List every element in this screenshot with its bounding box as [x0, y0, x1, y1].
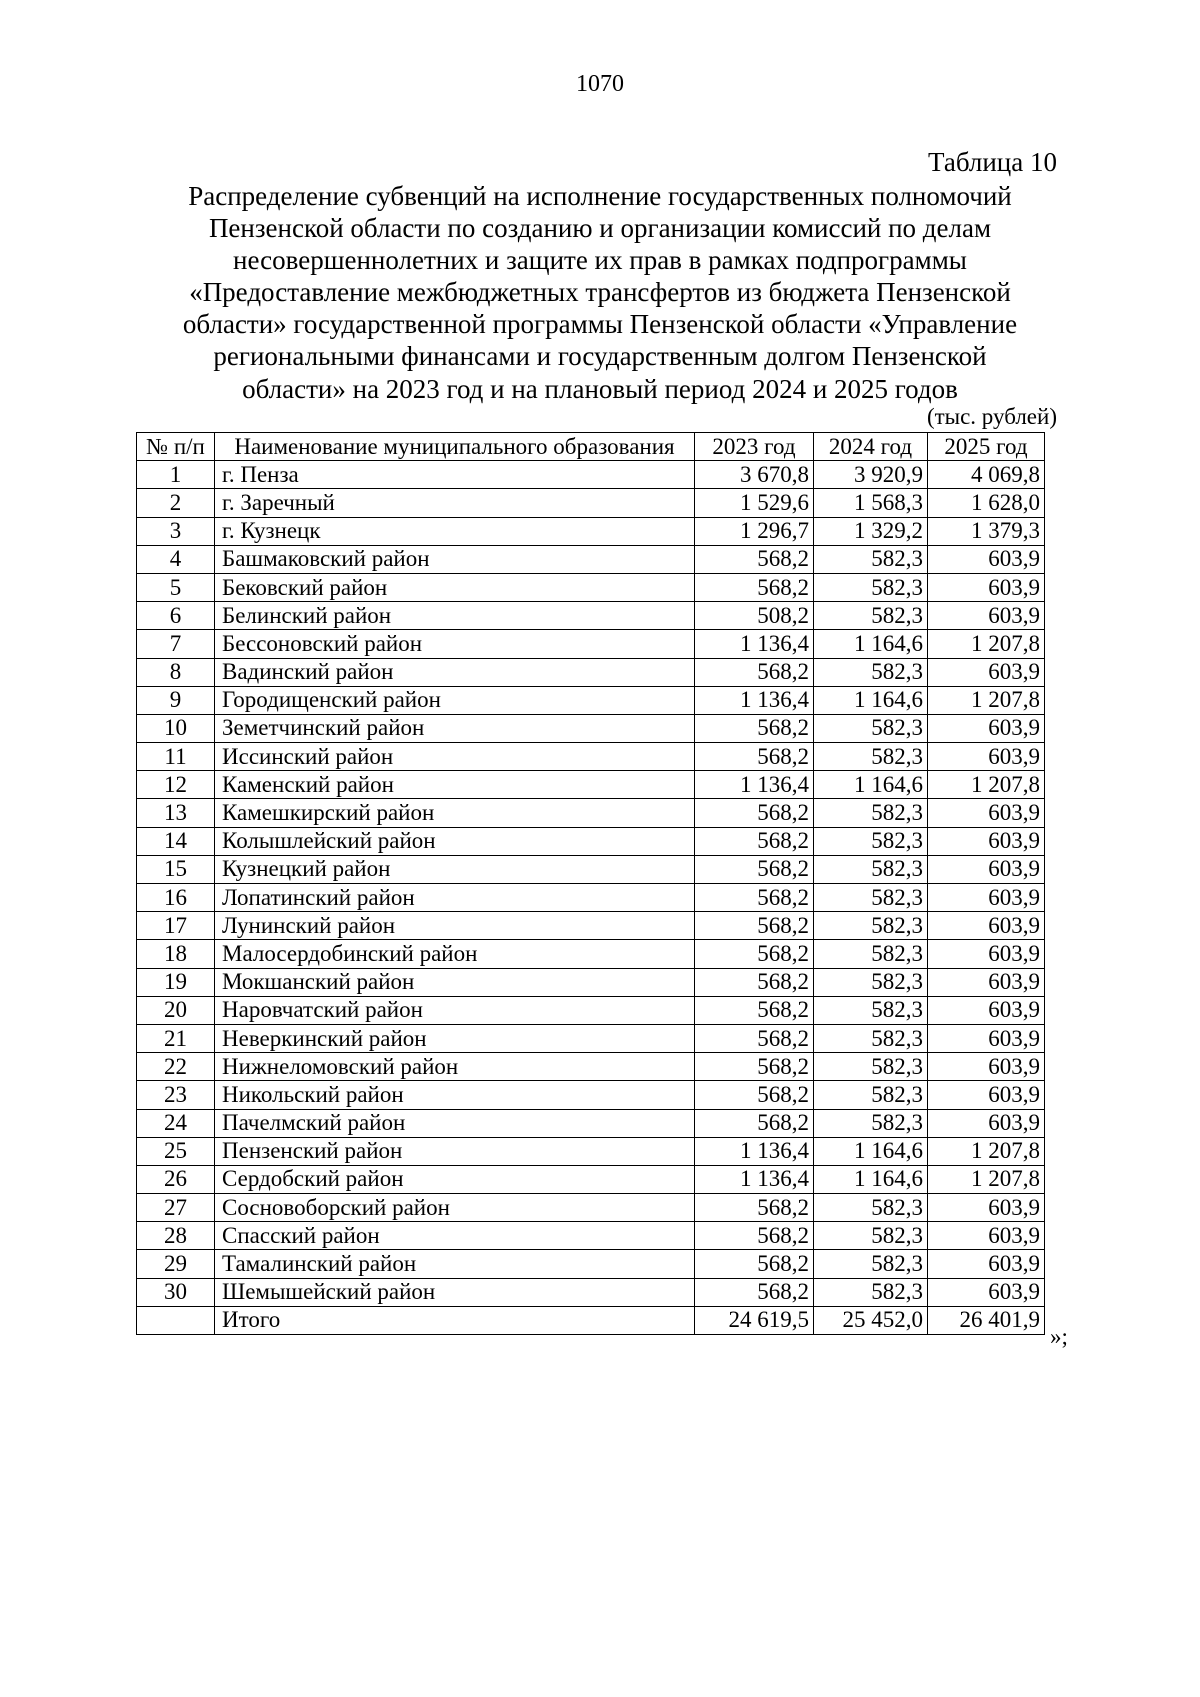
value-2023: 568,2: [695, 573, 814, 601]
municipality-name: Тамалинский район: [215, 1250, 695, 1278]
value-2025: 603,9: [928, 968, 1045, 996]
value-2024: 582,3: [814, 573, 928, 601]
value-2025: 1 207,8: [928, 1137, 1045, 1165]
value-2024: 582,3: [814, 855, 928, 883]
table-row: [137, 461, 1045, 489]
municipality-name: Наровчатский район: [215, 996, 695, 1024]
total-number-cell: [137, 1306, 215, 1334]
table-row: [137, 1024, 1045, 1052]
table-row: [137, 489, 1045, 517]
table-row: [137, 884, 1045, 912]
column-header-2025: 2025 год: [928, 433, 1045, 461]
value-2023: 1 136,4: [695, 771, 814, 799]
value-2025: 1 628,0: [928, 489, 1045, 517]
value-2025: 603,9: [928, 714, 1045, 742]
table-row: [137, 1165, 1045, 1193]
value-2025: 603,9: [928, 1222, 1045, 1250]
value-2025: 603,9: [928, 1024, 1045, 1052]
value-2025: 603,9: [928, 912, 1045, 940]
municipality-name: Бессоновский район: [215, 630, 695, 658]
table-row: [137, 1278, 1045, 1306]
value-2023: 568,2: [695, 1024, 814, 1052]
table-header-row: [137, 433, 1045, 461]
value-2024: 582,3: [814, 827, 928, 855]
value-2024: 582,3: [814, 912, 928, 940]
value-2024: 1 164,6: [814, 771, 928, 799]
value-2023: 1 529,6: [695, 489, 814, 517]
table-row: [137, 1053, 1045, 1081]
municipality-name: Пензенский район: [215, 1137, 695, 1165]
value-2023: 1 136,4: [695, 1137, 814, 1165]
table-row: [137, 912, 1045, 940]
row-number: 10: [137, 714, 215, 742]
value-2025: 603,9: [928, 855, 1045, 883]
municipality-name: Кузнецкий район: [215, 855, 695, 883]
value-2025: 603,9: [928, 1194, 1045, 1222]
value-2024: 582,3: [814, 968, 928, 996]
value-2025: 603,9: [928, 658, 1045, 686]
table-row: [137, 1109, 1045, 1137]
value-2023: 568,2: [695, 1278, 814, 1306]
value-2023: 568,2: [695, 1081, 814, 1109]
row-number: 28: [137, 1222, 215, 1250]
table-row: [137, 996, 1045, 1024]
row-number: 30: [137, 1278, 215, 1306]
row-number: 20: [137, 996, 215, 1024]
table-row: [137, 602, 1045, 630]
table-row: [137, 1194, 1045, 1222]
row-number: 2: [137, 489, 215, 517]
title-line: Распределение субвенций на исполнение государственных полномочий: [188, 181, 1012, 211]
municipality-name: Спасский район: [215, 1222, 695, 1250]
value-2023: 568,2: [695, 1194, 814, 1222]
municipality-name: Малосердобинский район: [215, 940, 695, 968]
table-row: [137, 1222, 1045, 1250]
table-row: [137, 827, 1045, 855]
table-row: [137, 658, 1045, 686]
value-2025: 603,9: [928, 1053, 1045, 1081]
municipality-name: Городищенский район: [215, 686, 695, 714]
title-line: несовершеннолетних и защите их прав в рамках подпрограммы: [233, 245, 967, 276]
table-row: [137, 855, 1045, 883]
value-2025: 1 207,8: [928, 686, 1045, 714]
value-2024: 582,3: [814, 996, 928, 1024]
value-2023: 568,2: [695, 658, 814, 686]
value-2023: 568,2: [695, 1109, 814, 1137]
title-line: области» государственной программы Пензенской области «Управление: [182, 309, 1018, 340]
municipality-name: Каменский район: [215, 771, 695, 799]
column-header-number: № п/п: [137, 433, 215, 461]
municipality-name: Колышлейский район: [215, 827, 695, 855]
title-line: Пензенской области по созданию и организации комиссий по делам: [208, 213, 992, 244]
value-2023: 568,2: [695, 940, 814, 968]
value-2023: 568,2: [695, 1222, 814, 1250]
closing-quote-mark: »;: [1050, 1324, 1068, 1349]
municipality-name: Нижнеломовский район: [215, 1053, 695, 1081]
value-2024: 582,3: [814, 1081, 928, 1109]
value-2025: 603,9: [928, 573, 1045, 601]
value-2023: 568,2: [695, 996, 814, 1024]
value-2024: 582,3: [814, 1250, 928, 1278]
value-2025: 603,9: [928, 1278, 1045, 1306]
table-row: [137, 743, 1045, 771]
value-2024: 582,3: [814, 714, 928, 742]
value-2024: 582,3: [814, 545, 928, 573]
municipality-name: Сосновоборский район: [215, 1194, 695, 1222]
table-row: [137, 1250, 1045, 1278]
value-2024: 582,3: [814, 1194, 928, 1222]
total-2023: 24 619,5: [695, 1306, 814, 1334]
value-2024: 582,3: [814, 1278, 928, 1306]
row-number: 5: [137, 573, 215, 601]
value-2025: 603,9: [928, 602, 1045, 630]
value-2025: 603,9: [928, 743, 1045, 771]
value-2025: 603,9: [928, 996, 1045, 1024]
value-2024: 582,3: [814, 884, 928, 912]
table-footer: [137, 1306, 1045, 1334]
value-2025: 603,9: [928, 1109, 1045, 1137]
table-row: [137, 771, 1045, 799]
value-2025: 603,9: [928, 799, 1045, 827]
row-number: 25: [137, 1137, 215, 1165]
table-row: [137, 630, 1045, 658]
column-header-name: Наименование муниципального образования: [215, 433, 695, 461]
row-number: 21: [137, 1024, 215, 1052]
table-row: [137, 686, 1045, 714]
value-2025: 603,9: [928, 545, 1045, 573]
total-row: [137, 1306, 1045, 1334]
municipality-name: г. Пенза: [215, 461, 695, 489]
value-2024: 582,3: [814, 1053, 928, 1081]
row-number: 8: [137, 658, 215, 686]
row-number: 9: [137, 686, 215, 714]
value-2024: 1 164,6: [814, 630, 928, 658]
value-2023: 1 136,4: [695, 686, 814, 714]
value-2023: 568,2: [695, 912, 814, 940]
value-2024: 1 164,6: [814, 1165, 928, 1193]
municipality-name: Башмаковский район: [215, 545, 695, 573]
value-2024: 582,3: [814, 602, 928, 630]
row-number: 12: [137, 771, 215, 799]
municipality-name: Иссинский район: [215, 743, 695, 771]
value-2025: 603,9: [928, 1081, 1045, 1109]
table-header: [137, 433, 1045, 461]
municipality-name: г. Заречный: [215, 489, 695, 517]
value-2025: 1 207,8: [928, 771, 1045, 799]
value-2024: 582,3: [814, 743, 928, 771]
table-row: [137, 940, 1045, 968]
municipality-name: Камешкирский район: [215, 799, 695, 827]
row-number: 3: [137, 517, 215, 545]
value-2025: 603,9: [928, 940, 1045, 968]
value-2024: 582,3: [814, 940, 928, 968]
value-2024: 1 164,6: [814, 1137, 928, 1165]
row-number: 15: [137, 855, 215, 883]
table-row: [137, 714, 1045, 742]
value-2024: 3 920,9: [814, 461, 928, 489]
row-number: 19: [137, 968, 215, 996]
municipality-name: Никольский район: [215, 1081, 695, 1109]
value-2023: 1 296,7: [695, 517, 814, 545]
municipality-name: Белинский район: [215, 602, 695, 630]
column-header-2024: 2024 год: [814, 433, 928, 461]
value-2023: 568,2: [695, 855, 814, 883]
row-number: 16: [137, 884, 215, 912]
row-number: 1: [137, 461, 215, 489]
table-row: [137, 517, 1045, 545]
table-row: [137, 545, 1045, 573]
value-2023: 568,2: [695, 545, 814, 573]
value-2024: 582,3: [814, 1024, 928, 1052]
value-2023: 568,2: [695, 884, 814, 912]
document-title: [100, 180, 1100, 405]
value-2024: 1 329,2: [814, 517, 928, 545]
row-number: 22: [137, 1053, 215, 1081]
row-number: 29: [137, 1250, 215, 1278]
row-number: 18: [137, 940, 215, 968]
table-row: [137, 799, 1045, 827]
row-number: 23: [137, 1081, 215, 1109]
title-line: «Предоставление межбюджетных трансфертов из бюджета Пензенской: [189, 277, 1011, 308]
value-2025: 603,9: [928, 1250, 1045, 1278]
municipality-name: Вадинский район: [215, 658, 695, 686]
value-2023: 568,2: [695, 827, 814, 855]
value-2024: 1 164,6: [814, 686, 928, 714]
page-number: 1070: [576, 71, 624, 97]
value-2025: 4 069,8: [928, 461, 1045, 489]
table-body: [137, 461, 1045, 1307]
total-label: Итого: [215, 1306, 695, 1334]
value-2023: 568,2: [695, 714, 814, 742]
table-row: [137, 1137, 1045, 1165]
row-number: 11: [137, 743, 215, 771]
table-row: [137, 968, 1045, 996]
row-number: 6: [137, 602, 215, 630]
row-number: 14: [137, 827, 215, 855]
value-2025: 603,9: [928, 884, 1045, 912]
municipality-name: Сердобский район: [215, 1165, 695, 1193]
municipality-name: Шемышейский район: [215, 1278, 695, 1306]
value-2023: 568,2: [695, 743, 814, 771]
value-2023: 508,2: [695, 602, 814, 630]
municipality-name: Бековский район: [215, 573, 695, 601]
row-number: 24: [137, 1109, 215, 1137]
value-2024: 582,3: [814, 799, 928, 827]
value-2023: 568,2: [695, 799, 814, 827]
subvention-table: [136, 432, 1045, 1335]
municipality-name: Пачелмский район: [215, 1109, 695, 1137]
row-number: 27: [137, 1194, 215, 1222]
value-2024: 1 568,3: [814, 489, 928, 517]
total-2025: 26 401,9: [928, 1306, 1045, 1334]
municipality-name: Неверкинский район: [215, 1024, 695, 1052]
value-2025: 1 379,3: [928, 517, 1045, 545]
total-2024: 25 452,0: [814, 1306, 928, 1334]
value-2025: 1 207,8: [928, 630, 1045, 658]
municipality-name: Лопатинский район: [215, 884, 695, 912]
row-number: 17: [137, 912, 215, 940]
units-label: (тыс. рублей): [926, 404, 1057, 429]
municipality-name: Земетчинский район: [215, 714, 695, 742]
column-header-2023: 2023 год: [695, 433, 814, 461]
table-row: [137, 573, 1045, 601]
title-line: региональными финансами и государственным долгом Пензенской: [213, 341, 987, 372]
value-2023: 568,2: [695, 968, 814, 996]
row-number: 4: [137, 545, 215, 573]
row-number: 26: [137, 1165, 215, 1193]
table-label: Таблица 10: [928, 147, 1057, 177]
value-2024: 582,3: [814, 1222, 928, 1250]
row-number: 13: [137, 799, 215, 827]
table-row: [137, 1081, 1045, 1109]
value-2023: 568,2: [695, 1053, 814, 1081]
row-number: 7: [137, 630, 215, 658]
value-2024: 582,3: [814, 1109, 928, 1137]
municipality-name: Лунинский район: [215, 912, 695, 940]
value-2023: 1 136,4: [695, 630, 814, 658]
title-line: области» на 2023 год и на плановый период 2024 и 2025 годов: [242, 373, 958, 404]
value-2023: 3 670,8: [695, 461, 814, 489]
municipality-name: г. Кузнецк: [215, 517, 695, 545]
value-2023: 1 136,4: [695, 1165, 814, 1193]
value-2025: 603,9: [928, 827, 1045, 855]
value-2023: 568,2: [695, 1250, 814, 1278]
value-2024: 582,3: [814, 658, 928, 686]
value-2025: 1 207,8: [928, 1165, 1045, 1193]
municipality-name: Мокшанский район: [215, 968, 695, 996]
